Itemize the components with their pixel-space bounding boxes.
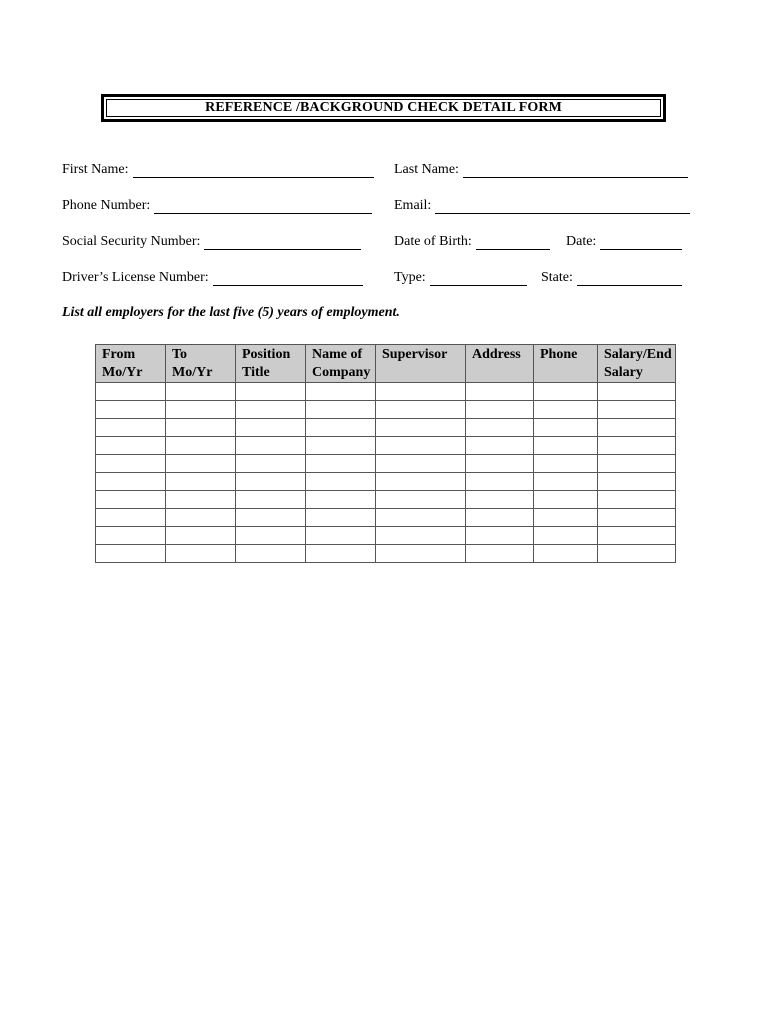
- table-cell[interactable]: [534, 383, 598, 401]
- last-name-line[interactable]: [463, 165, 688, 178]
- state-field[interactable]: [541, 270, 682, 286]
- table-cell[interactable]: [166, 545, 236, 563]
- table-cell[interactable]: [236, 437, 306, 455]
- table-cell[interactable]: [376, 419, 466, 437]
- col-header-phone: Phone: [534, 345, 598, 383]
- table-header-row: [96, 345, 676, 383]
- form-title: REFERENCE /BACKGROUND CHECK DETAIL FORM: [205, 100, 562, 115]
- table-cell[interactable]: [466, 473, 534, 491]
- table-cell[interactable]: [96, 473, 166, 491]
- table-cell[interactable]: [376, 437, 466, 455]
- table-cell[interactable]: [534, 527, 598, 545]
- table-cell[interactable]: [166, 473, 236, 491]
- dob-line[interactable]: [476, 237, 550, 250]
- table-cell[interactable]: [236, 455, 306, 473]
- dl-number-field[interactable]: [62, 270, 363, 286]
- table-cell[interactable]: [466, 419, 534, 437]
- table-cell[interactable]: [376, 401, 466, 419]
- table-body: [96, 383, 676, 563]
- table-cell[interactable]: [466, 455, 534, 473]
- table-cell[interactable]: [306, 437, 376, 455]
- table-cell[interactable]: [376, 509, 466, 527]
- table-cell[interactable]: [96, 509, 166, 527]
- table-cell[interactable]: [96, 437, 166, 455]
- table-cell[interactable]: [96, 527, 166, 545]
- table-cell[interactable]: [598, 437, 676, 455]
- table-cell[interactable]: [376, 527, 466, 545]
- table-cell[interactable]: [466, 527, 534, 545]
- type-field[interactable]: [394, 270, 527, 286]
- table-cell[interactable]: [236, 473, 306, 491]
- table-cell[interactable]: [376, 473, 466, 491]
- email-label: Email:: [394, 198, 432, 213]
- last-name-field[interactable]: [394, 162, 688, 178]
- first-name-line[interactable]: [133, 165, 374, 178]
- table-cell[interactable]: [236, 527, 306, 545]
- table-cell[interactable]: [534, 491, 598, 509]
- table-cell[interactable]: [236, 491, 306, 509]
- table-cell[interactable]: [534, 473, 598, 491]
- date-line[interactable]: [600, 237, 682, 250]
- table-row: [96, 473, 676, 491]
- table-cell[interactable]: [376, 491, 466, 509]
- state-line[interactable]: [577, 273, 682, 286]
- col-header-company: Name of Company: [306, 345, 376, 383]
- table-cell[interactable]: [598, 401, 676, 419]
- table-cell[interactable]: [306, 473, 376, 491]
- date-field[interactable]: [566, 234, 682, 250]
- table-row: [96, 455, 676, 473]
- table-cell[interactable]: [534, 401, 598, 419]
- table-cell[interactable]: [166, 455, 236, 473]
- col-header-supervisor: Supervisor: [376, 345, 466, 383]
- dob-label: Date of Birth:: [394, 234, 472, 249]
- table-cell[interactable]: [166, 527, 236, 545]
- table-row: [96, 509, 676, 527]
- dob-field[interactable]: [394, 234, 550, 250]
- last-name-label: Last Name:: [394, 162, 459, 177]
- table-cell[interactable]: [598, 527, 676, 545]
- col-header-to: To Mo/Yr: [166, 345, 236, 383]
- table-cell[interactable]: [534, 545, 598, 563]
- phone-number-line[interactable]: [154, 201, 372, 214]
- table-cell[interactable]: [306, 491, 376, 509]
- table-cell[interactable]: [306, 419, 376, 437]
- table-cell[interactable]: [96, 401, 166, 419]
- date-label: Date:: [566, 234, 597, 249]
- table-cell[interactable]: [598, 455, 676, 473]
- table-cell[interactable]: [534, 437, 598, 455]
- table-cell[interactable]: [166, 491, 236, 509]
- table-cell[interactable]: [376, 545, 466, 563]
- table-cell[interactable]: [466, 401, 534, 419]
- col-header-salary: Salary/End Salary: [598, 345, 676, 383]
- table-cell[interactable]: [96, 491, 166, 509]
- table-row: [96, 383, 676, 401]
- table-row: [96, 545, 676, 563]
- table-cell[interactable]: [236, 509, 306, 527]
- table-cell[interactable]: [466, 545, 534, 563]
- table-cell[interactable]: [466, 383, 534, 401]
- table-cell[interactable]: [598, 383, 676, 401]
- table-cell[interactable]: [306, 455, 376, 473]
- phone-number-label: Phone Number:: [62, 198, 151, 213]
- table-cell[interactable]: [306, 383, 376, 401]
- table-cell[interactable]: [236, 545, 306, 563]
- table-row: [96, 419, 676, 437]
- table-cell[interactable]: [534, 455, 598, 473]
- phone-number-field[interactable]: [62, 198, 372, 214]
- ssn-field[interactable]: [62, 234, 361, 250]
- email-field[interactable]: [394, 198, 690, 214]
- table-cell[interactable]: [306, 401, 376, 419]
- table-cell[interactable]: [306, 509, 376, 527]
- email-line[interactable]: [435, 201, 690, 214]
- table-row: [96, 437, 676, 455]
- table-cell[interactable]: [466, 437, 534, 455]
- table-cell[interactable]: [166, 437, 236, 455]
- table-cell[interactable]: [166, 419, 236, 437]
- table-cell[interactable]: [166, 509, 236, 527]
- col-header-address: Address: [466, 345, 534, 383]
- table-cell[interactable]: [598, 473, 676, 491]
- dl-number-line[interactable]: [213, 273, 363, 286]
- table-cell[interactable]: [96, 383, 166, 401]
- table-cell[interactable]: [236, 383, 306, 401]
- table-cell[interactable]: [96, 419, 166, 437]
- ssn-line[interactable]: [204, 237, 361, 250]
- employment-instruction: List all employers for the last five (5) years of employment.: [62, 305, 400, 320]
- form-title-box: [101, 94, 666, 122]
- table-cell[interactable]: [166, 383, 236, 401]
- table-cell[interactable]: [306, 545, 376, 563]
- table-cell[interactable]: [598, 545, 676, 563]
- first-name-field[interactable]: [62, 162, 374, 178]
- col-header-position: Position Title: [236, 345, 306, 383]
- type-line[interactable]: [430, 273, 527, 286]
- table-cell[interactable]: [466, 491, 534, 509]
- state-label: State:: [541, 270, 573, 285]
- table-row: [96, 401, 676, 419]
- table-row: [96, 491, 676, 509]
- dl-number-label: Driver’s License Number:: [62, 270, 209, 285]
- table-cell[interactable]: [598, 509, 676, 527]
- table-cell[interactable]: [236, 401, 306, 419]
- first-name-label: First Name:: [62, 162, 129, 177]
- table-cell[interactable]: [598, 491, 676, 509]
- employment-table: [95, 344, 676, 563]
- table-cell[interactable]: [236, 419, 306, 437]
- table-cell[interactable]: [534, 419, 598, 437]
- table-cell[interactable]: [376, 383, 466, 401]
- table-cell[interactable]: [96, 545, 166, 563]
- ssn-label: Social Security Number:: [62, 234, 201, 249]
- table-cell[interactable]: [598, 419, 676, 437]
- table-cell[interactable]: [96, 455, 166, 473]
- table-cell[interactable]: [534, 509, 598, 527]
- col-header-from: From Mo/Yr: [96, 345, 166, 383]
- table-cell[interactable]: [376, 455, 466, 473]
- table-cell[interactable]: [166, 401, 236, 419]
- table-cell[interactable]: [306, 527, 376, 545]
- type-label: Type:: [394, 270, 426, 285]
- table-row: [96, 527, 676, 545]
- table-cell[interactable]: [466, 509, 534, 527]
